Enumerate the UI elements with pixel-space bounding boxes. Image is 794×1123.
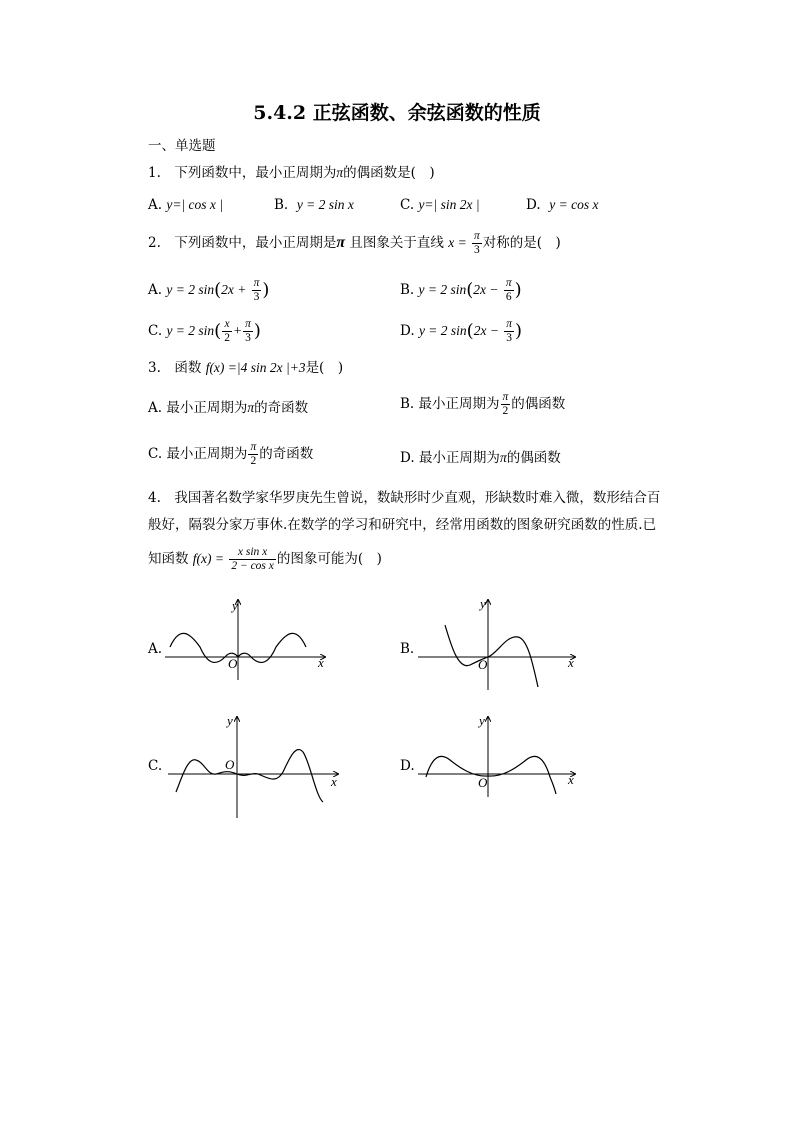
- graph-a: [165, 595, 335, 680]
- page-title: 5.4.2 正弦函数、余弦函数的性质: [253, 102, 541, 124]
- question-4-line-1: 4. 我国著名数学家华罗庚先生曾说，数缺形时少直观，形缺数时难入微，数形结合百: [148, 490, 661, 506]
- q1-option-b: B. y = 2 sin x: [274, 197, 354, 213]
- graph-b: [418, 595, 588, 690]
- q3-option-b: B. 最小正周期为 $\frac{\pi}{2}$ 的偶函数: [400, 391, 566, 417]
- q2-option-c: C. y = 2 sin( $\frac{x}{2}$ + $\frac{\pi}{3}$ ): [148, 318, 261, 344]
- question-4-line-2: 般好，隔裂分家万事休.在数学的学习和研究中，经常用函数的图象研究函数的性质.已: [148, 517, 657, 533]
- axis-y-label: y: [227, 713, 233, 728]
- curve-d: [426, 756, 556, 794]
- axis-y-label: y: [479, 713, 485, 728]
- q4-option-a-label: A.: [148, 641, 163, 657]
- axis-y-label: y: [232, 598, 238, 613]
- axis-x-label: x: [568, 655, 574, 670]
- question-1-stem: 1. 下列函数中，最小正周期为π的偶函数是( ): [148, 165, 435, 181]
- q2-option-a: A. y = 2 sin(2x + $\frac{\pi}{3}$ ): [148, 277, 270, 303]
- q4-option-b-label: B.: [400, 641, 415, 657]
- q3-option-c: C. 最小正周期为 $\frac{\pi}{2}$ 的奇函数: [148, 441, 314, 467]
- origin-label: O: [478, 657, 488, 672]
- q3-option-a: A. 最小正周期为π的奇函数: [148, 400, 309, 416]
- curve-c: [176, 750, 323, 802]
- graph-d: [418, 712, 588, 797]
- origin-label: O: [228, 656, 238, 671]
- question-4-line-3: 知函数 f(x) = $\frac{\text{x sin x}}{\text{2 − cos x}}$ 的图象可能为( ): [148, 546, 382, 572]
- question-3-stem: 3. 函数 f(x) =|4 sin 2x |+3是( ): [148, 360, 344, 376]
- q4-option-c-label: C.: [148, 758, 163, 774]
- graph-c: [168, 712, 348, 822]
- fraction: $\frac{\pi}{3}$: [474, 230, 480, 256]
- section-heading: 一、单选题: [148, 138, 216, 154]
- curve-b: [445, 625, 538, 687]
- q1-option-c: C. y=| sin 2x |: [400, 197, 480, 213]
- origin-label: O: [225, 757, 235, 772]
- q4-option-d-label: D.: [400, 758, 415, 774]
- axis-x-label: x: [568, 772, 574, 787]
- q2-option-b: B. y = 2 sin(2x − $\frac{\pi}{6}$ ): [400, 277, 522, 303]
- q2-option-d: D. y = 2 sin(2x − $\frac{\pi}{3}$ ): [400, 318, 523, 344]
- origin-label: O: [478, 775, 488, 790]
- axis-y-label: y: [480, 596, 486, 611]
- q1-option-a: A. y=| cos x |: [148, 197, 223, 213]
- axis-x-label: x: [318, 655, 324, 670]
- q3-option-d: D. 最小正周期为π的偶函数: [400, 450, 561, 466]
- question-2-stem: 2. 下列函数中，最小正周期是π 且图象关于直线 x = $\frac{\pi}{3}$ 对称的是( ): [148, 230, 561, 256]
- axis-x-label: x: [331, 774, 337, 789]
- q1-option-d: D. y = cos x: [526, 197, 599, 213]
